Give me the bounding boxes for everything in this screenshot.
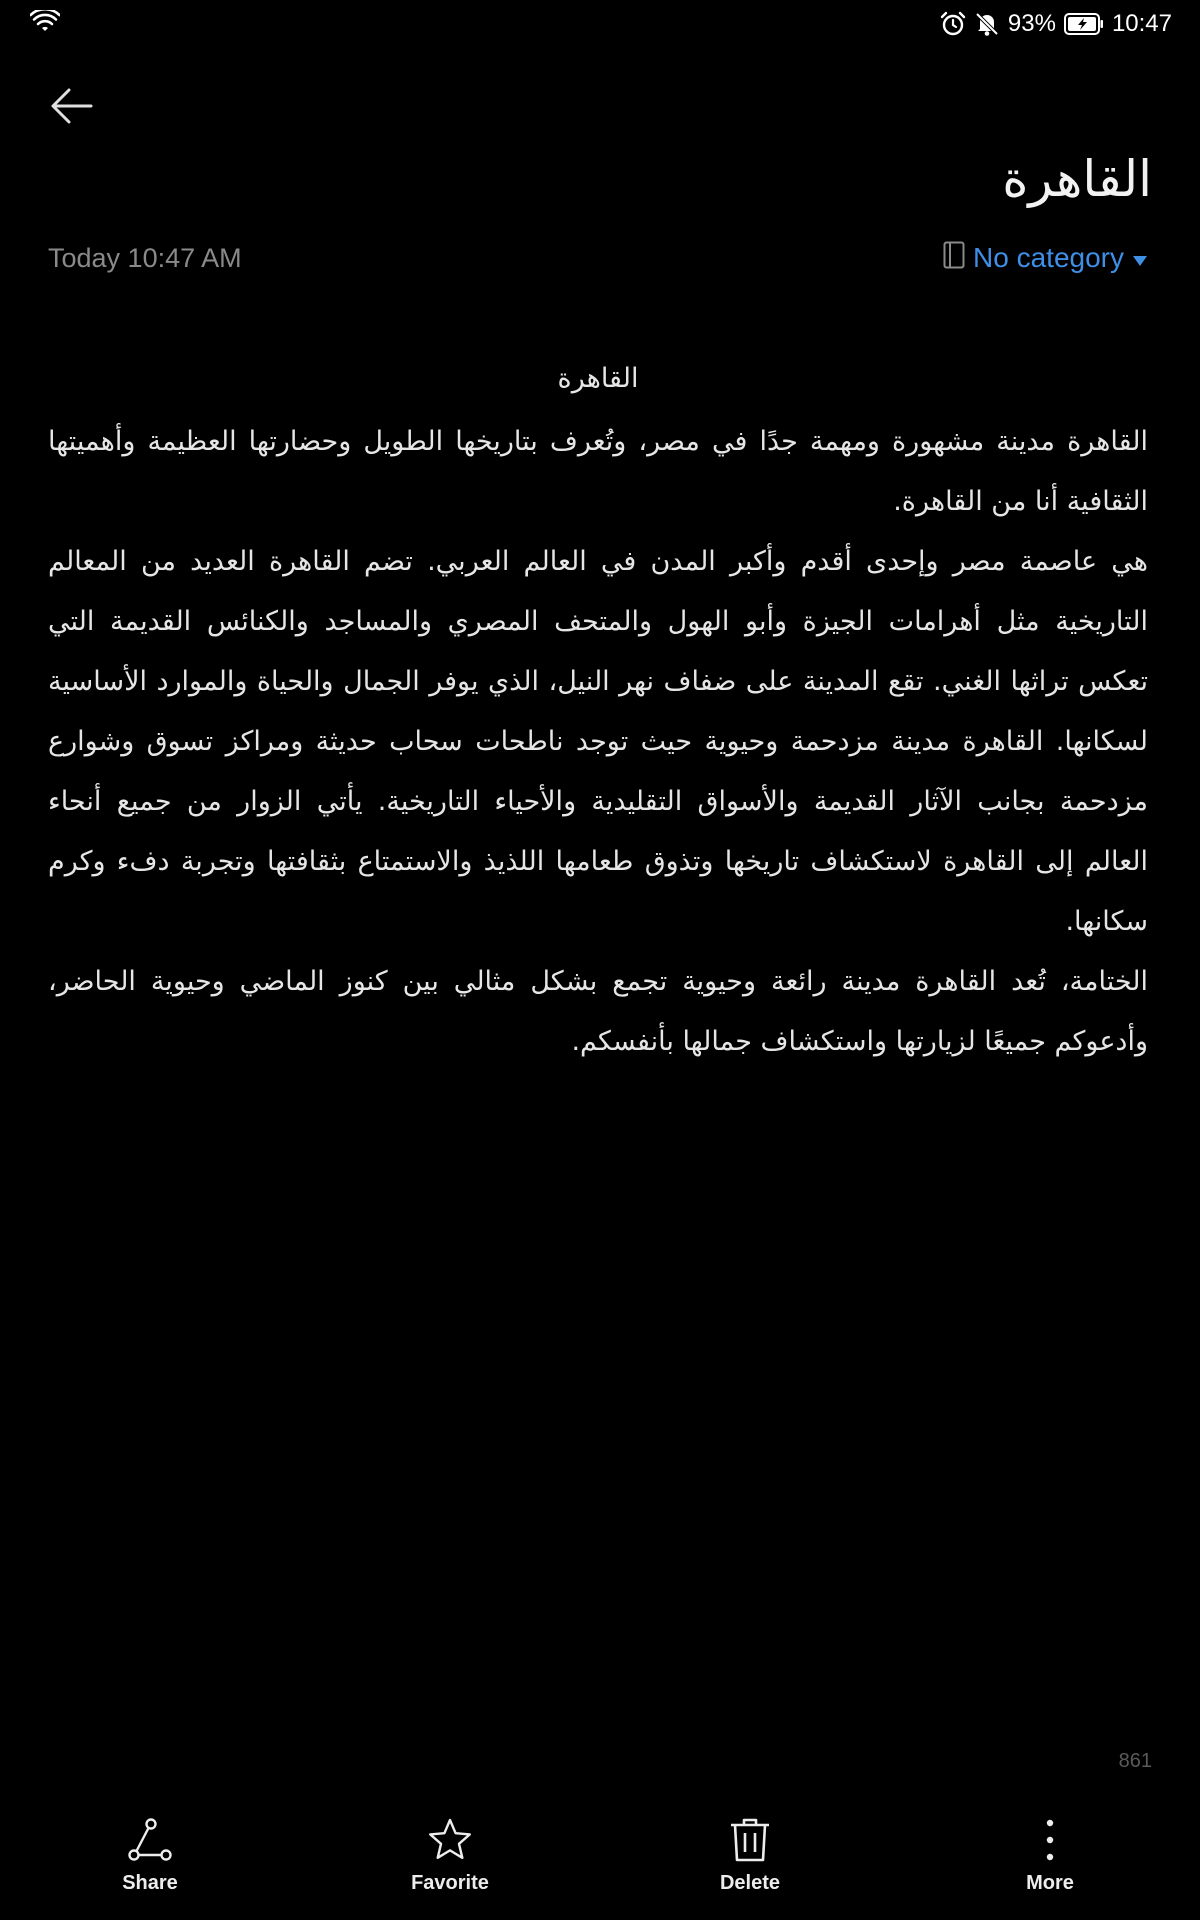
share-icon — [127, 1818, 173, 1862]
caret-down-icon — [1132, 242, 1148, 274]
star-icon — [427, 1818, 473, 1862]
note-body[interactable] — [48, 354, 1148, 1072]
trash-icon — [727, 1817, 773, 1863]
body-line: القاهرة مدينة مشهورة ومهمة جدًا في مصر، وتُعرف بتاريخها الطويل وحضارتها العظيمة وأهميتها — [48, 426, 1148, 457]
more-label: More — [1026, 1872, 1074, 1894]
body-line: مزدحمة بجانب الآثار القديمة والأسواق التقليدية والأحياء التاريخية. يأتي الزوار من جميع أنحاء — [48, 786, 1148, 817]
note-meta-row — [48, 238, 1148, 278]
back-button[interactable] — [44, 78, 100, 134]
favorite-label: Favorite — [411, 1872, 489, 1894]
delete-label: Delete — [719, 1872, 781, 1894]
delete-button[interactable] — [600, 1812, 900, 1920]
body-line: تعكس تراثها الغني. تقع المدينة على ضفاف نهر النيل، الذي يوفر الجمال والحياة والموارد الأساسية — [48, 666, 1148, 697]
body-line: وأدعوكم جميعًا لزيارتها واستكشاف جمالها بأنفسكم. — [571, 1026, 1148, 1057]
more-button[interactable] — [900, 1812, 1200, 1920]
body-line: العالم إلى القاهرة لاستكشاف تاريخها وتذوق طعامها اللذيذ والاستمتاع بثقافتها وتجربة دفء وكرم — [48, 846, 1148, 877]
bell-off-icon — [974, 11, 1000, 37]
battery-percent: 93% — [1007, 10, 1056, 37]
favorite-button[interactable] — [300, 1812, 600, 1920]
note-title[interactable]: القاهرة — [1002, 150, 1152, 208]
body-line: الختامة، تُعد القاهرة مدينة رائعة وحيوية تجمع بشكل مثالي بين كنوز الماضي وحيوية الحاضر، — [48, 966, 1148, 997]
body-line: الثقافية أنا من القاهرة. — [893, 486, 1148, 517]
share-label: Share — [122, 1872, 178, 1894]
status-right — [940, 10, 1172, 38]
alarm-icon — [940, 11, 966, 37]
more-vertical-icon — [1044, 1818, 1056, 1862]
category-picker[interactable] — [943, 241, 1148, 276]
body-line: سكانها. — [1065, 906, 1148, 937]
body-line: هي عاصمة مصر وإحدى أقدم وأكبر المدن في العالم العربي. تضم القاهرة العديد من المعالم — [48, 546, 1148, 577]
bottom-toolbar — [0, 1812, 1200, 1920]
body-line: التاريخية مثل أهرامات الجيزة وأبو الهول والمتحف المصري والمساجد والكنائس القديمة التي — [48, 606, 1148, 637]
clock-time: 10:47 — [1111, 10, 1172, 37]
category-label: No category — [973, 242, 1124, 273]
body-heading: القاهرة — [557, 363, 639, 394]
character-count: 861 — [1118, 1750, 1152, 1772]
note-date: Today 10:47 AM — [48, 242, 242, 273]
share-button[interactable] — [0, 1812, 300, 1920]
notebook-icon — [943, 241, 965, 276]
battery-icon — [1064, 13, 1104, 35]
body-line: لسكانها. القاهرة مدينة مزدحمة وحيوية حيث توجد ناطحات سحاب حديثة ومراكز تسوق وشوارع — [48, 726, 1148, 757]
wifi-icon — [30, 10, 60, 38]
status-bar — [0, 0, 1200, 48]
status-left — [30, 10, 60, 38]
arrow-left-icon — [49, 83, 95, 129]
